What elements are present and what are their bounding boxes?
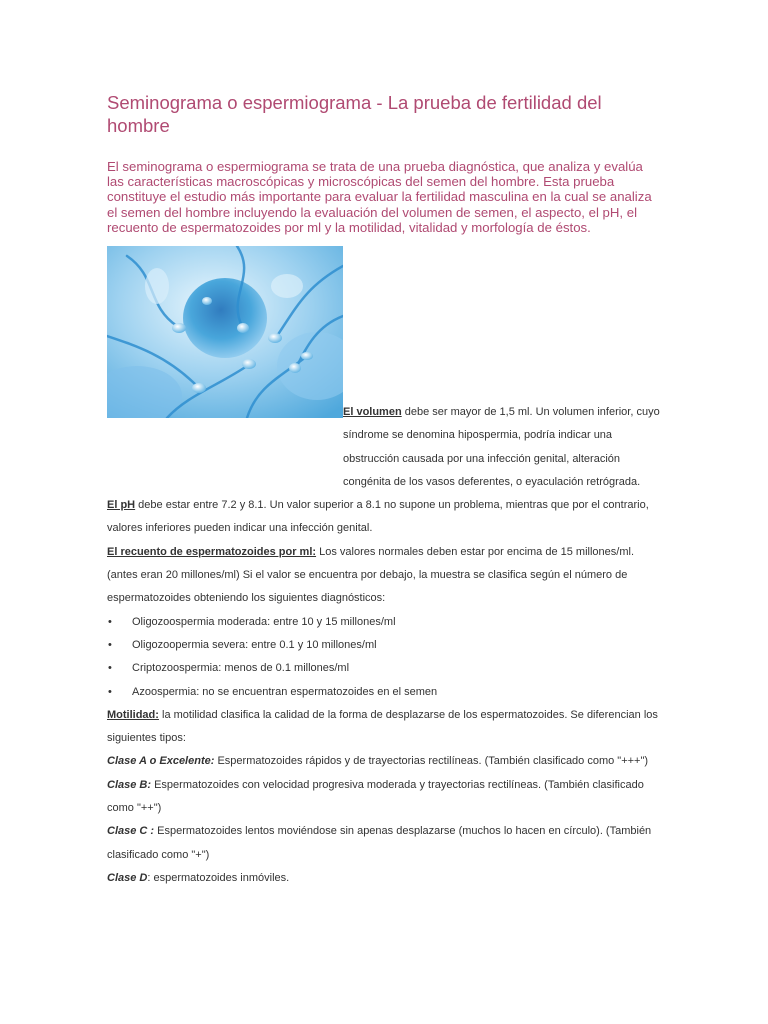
clase-d-label: Clase D bbox=[107, 871, 148, 884]
list-item bbox=[107, 657, 667, 680]
clase-b-paragraph bbox=[107, 774, 667, 821]
recuento-text: Los valores normales deben estar por encima de 15 millones/ml. (antes eran 20 millones/ml) Si el valor se encuentra por debajo, la muestra se clasifica según el número de espermatozoides obteniendo los siguientes diagnósticos: bbox=[107, 545, 634, 605]
recuento-label: El recuento de espermatozoides por ml: bbox=[107, 545, 317, 558]
list-item-text: Oligozoopermia severa: entre 0.1 y 10 millones/ml bbox=[132, 638, 377, 651]
clase-d-text: : espermatozoides inmóviles. bbox=[147, 871, 290, 884]
page-title: Seminograma o espermiograma - La prueba de fertilidad del hombre bbox=[107, 92, 602, 136]
clase-a-text: Espermatozoides rápidos y de trayectorias rectilíneas. (También clasificado como "+++") bbox=[214, 755, 649, 768]
motilidad-text: la motilidad clasifica la calidad de la forma de desplazarse de los espermatozoides. Se diferencian los siguientes tipos: bbox=[107, 708, 658, 745]
list-item-text: Oligozoospermia moderada: entre 10 y 15 millones/ml bbox=[132, 615, 396, 628]
bullet-icon: • bbox=[108, 662, 112, 675]
clase-b-text: Espermatozoides con velocidad progresiva moderada y trayectorias rectilíneas. (También clasificado como "++") bbox=[107, 778, 644, 815]
recuento-paragraph bbox=[107, 541, 667, 611]
list-item-text: Azoospermia: no se encuentran espermatozoides en el semen bbox=[132, 685, 438, 698]
article-body bbox=[107, 401, 667, 890]
clase-c-paragraph bbox=[107, 820, 667, 867]
list-item bbox=[107, 611, 667, 634]
ph-text: debe estar entre 7.2 y 8.1. Un valor superior a 8.1 no supone un problema, mientras que por el contrario, valores inferiores pueden indicar una infección genital. bbox=[107, 499, 649, 535]
bullet-icon: • bbox=[108, 685, 112, 698]
ph-label: El pH bbox=[107, 499, 136, 512]
sperm-microscopy-image bbox=[107, 246, 343, 418]
diagnosis-list bbox=[107, 611, 667, 704]
list-item bbox=[107, 634, 667, 657]
sperm-illustration bbox=[107, 246, 343, 418]
clase-a-paragraph bbox=[107, 750, 667, 773]
motilidad-label: Motilidad: bbox=[107, 708, 159, 721]
volumen-paragraph bbox=[107, 401, 667, 494]
clase-a-label: Clase A o Excelente: bbox=[107, 755, 215, 768]
ph-paragraph bbox=[107, 494, 667, 541]
clase-c-text: Espermatozoides lentos moviéndose sin apenas desplazarse (muchos lo hacen en círculo). (También clasificado como "+") bbox=[107, 825, 652, 861]
clase-c-label: Clase C : bbox=[107, 825, 155, 838]
intro-paragraph: El seminograma o espermiograma se trata de una prueba diagnóstica, que analiza y evalúa las características macroscópicas y microscópicas del semen del hombre. Esta prueba constituye el estudio más importante para evaluar la fertilidad masculina en la cual se analiza el semen del hombre incluyendo la evaluación del volumen de semen, el aspecto, el pH, el recuento de espermatozoides por ml y la motilidad, vitalidad y morfología de éstos. bbox=[107, 159, 652, 235]
bullet-icon: • bbox=[108, 615, 112, 628]
volumen-label: El volumen bbox=[343, 406, 402, 418]
clase-d-paragraph bbox=[107, 867, 667, 890]
motilidad-paragraph bbox=[107, 704, 667, 751]
clase-b-label: Clase B: bbox=[107, 778, 152, 791]
bullet-icon: • bbox=[108, 638, 112, 651]
volumen-text: debe ser mayor de 1,5 ml. Un volumen inferior, cuyo síndrome se denomina hipospermia, podría indicar una obstrucción causada por una infección genital, alteración congénita de los vasos deferentes, o eyaculación retrógrada. bbox=[343, 406, 660, 488]
list-item bbox=[107, 681, 667, 704]
list-item-text: Criptozoospermia: menos de 0.1 millones/ml bbox=[132, 662, 350, 675]
